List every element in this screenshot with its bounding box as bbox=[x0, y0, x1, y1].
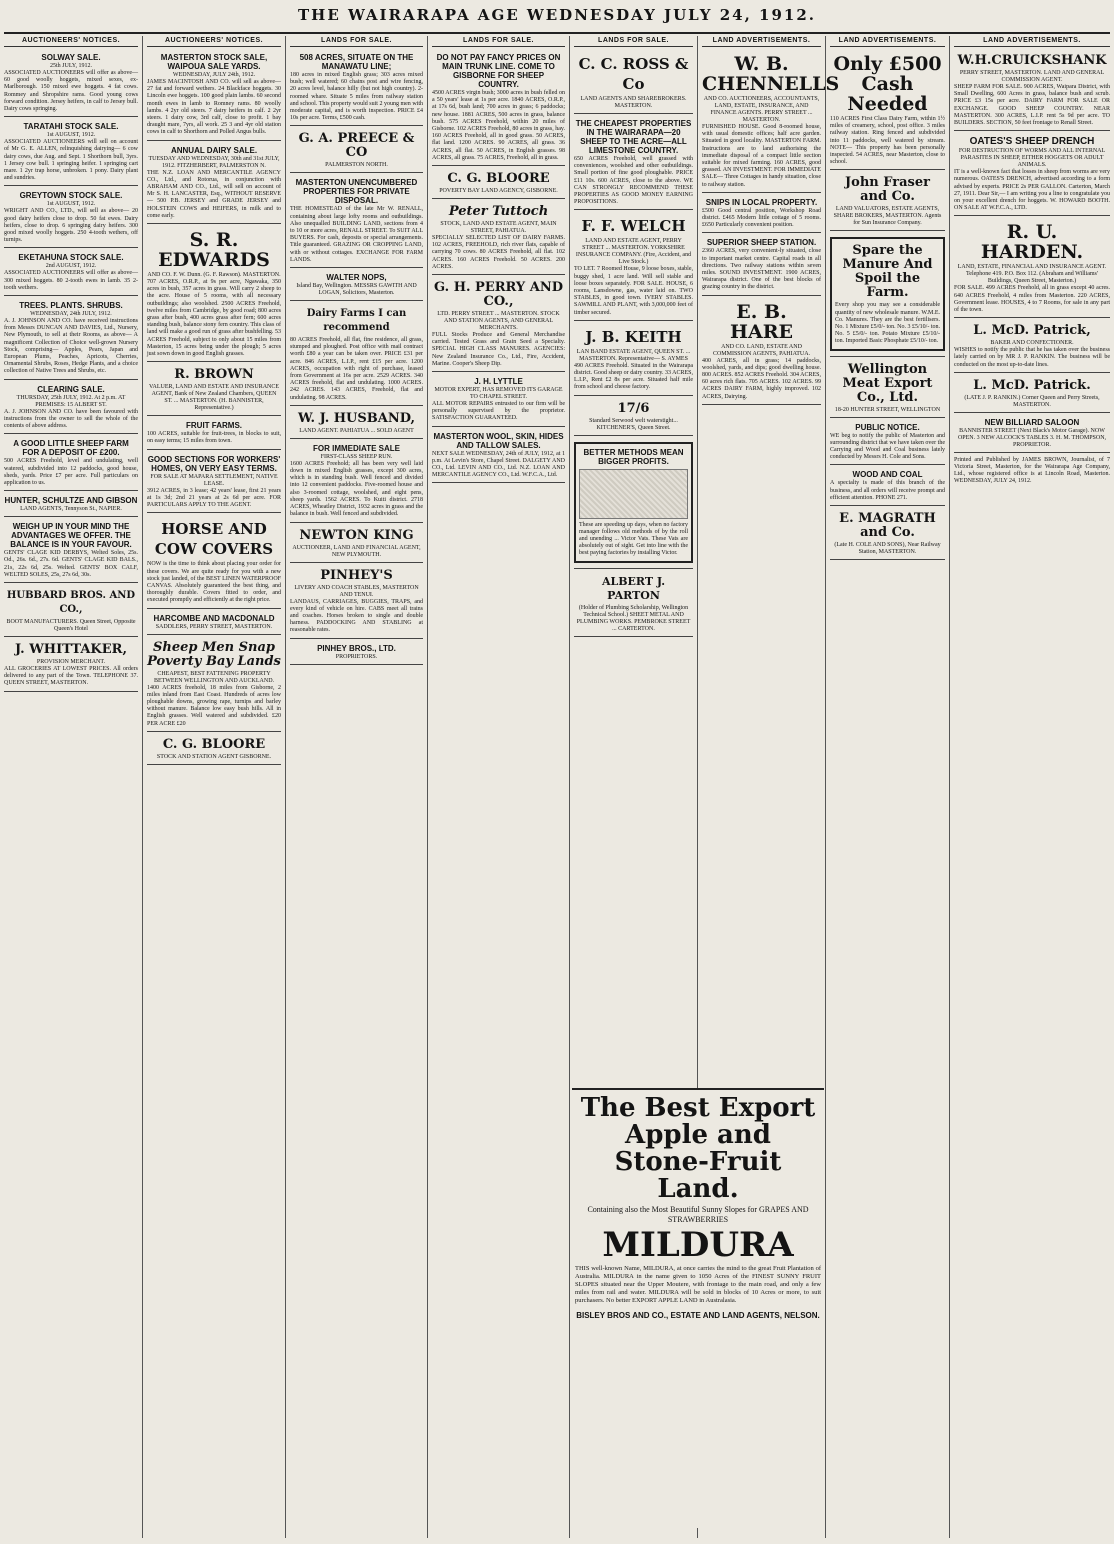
ad-title: Peter Tuttoch bbox=[448, 204, 549, 220]
ad-title: EKETAHUNA STOCK SALE. bbox=[18, 253, 124, 263]
ad-newton-king bbox=[290, 525, 423, 563]
ad-horse-covers bbox=[147, 515, 281, 608]
ad-title: C. C. ROSS & Co bbox=[578, 55, 689, 93]
ad-text: 180 acres in mixed English grass; 303 acres mixed bush; well watered; 60 chains post and wire fencing, 20 acres level, balance hilly (but not high country). 2-roomed whare. Situate 5 miles from railway station and school. This property would suit 2 young men with moderate capital, and is worth inspection. PRICE £4 10s per acre. Terms, £500 cash. bbox=[290, 72, 423, 122]
ad-text: THIS well-known Name, MILDURA, at once carries the mind to the great Fruit Plantation of Australia. MILDURA in the name given to 1050 Acres of the FINEST SUNNY FRUIT SLOPES situated near the Upper Moutere, with frontage to the main road, and only a few miles from rail and water. MILDURA will be sold in blocks of 10 Acres or more, to suit purchasers. No better EXPORT APPLE LAND in Australasia. bbox=[575, 1265, 821, 1304]
column-2 bbox=[143, 36, 286, 1538]
ad-title: C. G. BLOORE bbox=[162, 736, 266, 752]
column-3 bbox=[286, 36, 428, 1538]
ad-title: PINHEY'S bbox=[320, 567, 393, 583]
ad-title: HUNTER, SCHULTZE AND GIBSON bbox=[4, 496, 138, 506]
ad-good-sections bbox=[147, 452, 281, 514]
ad-text: ASSOCIATED AUCTIONEERS will offer as above— 60 good woolly hoggets, mixed sexes, ex-Marlborough. 150 mixed ewe hoggets. 4 fat cows. Rommey and Shropshire rams. Good young cows forward condition. Jersey heifers, in calf to Jersey bull. Dairy cows springing. bbox=[4, 70, 138, 113]
ad-sub: PERRY STREET, MASTERTON. LAND AND GENERAL COMMISSION AGENT. bbox=[959, 70, 1105, 83]
ad-title: THE CHEAPEST PROPERTIES IN THE WAIRARAPA—20 SHEEP TO THE ACRE—ALL LIMESTONE COUNTRY. bbox=[575, 119, 692, 155]
ad-title: R. BROWN bbox=[174, 367, 254, 383]
ad-sub: 1st AUGUST, 1912. bbox=[46, 201, 96, 208]
ad-title: PINHEY BROS., LTD. bbox=[317, 643, 396, 653]
ad-keith bbox=[574, 323, 693, 396]
ad-title: 17/6 bbox=[617, 400, 650, 416]
ad-title: J. H. LYTTLE bbox=[474, 377, 523, 387]
ad-title: J. WHITTAKER, bbox=[15, 641, 127, 657]
column-header: LANDS FOR SALE. bbox=[432, 36, 565, 47]
ad-sub: WEDNESDAY, JULY 24th, 1912. bbox=[172, 72, 256, 78]
ad-sub: LAND, ESTATE, FINANCIAL AND INSURANCE AGENT. Telephone 419. P.O. Box 112. (Abraham and Williams' Buildings, Queen Street, Masterton.) bbox=[957, 264, 1107, 285]
ad-text: SHEEP FARM FOR SALE. 900 ACRES, Waipara District, with Small Dwelling, 600 Acres in grass, balance bush and scrub. PRICE £3 15s per acre. DAIRY FARM FOR SALE OR EXCHANGE. GOOD SHEEP COUNTRY. NEAR MASTERTON. 300 ACRES, L.I.P. rent 5s 9d per acre. TO BUILDERS. SECTION, 50 feet frontage to Renall Street. bbox=[954, 84, 1110, 127]
ad-r-brown bbox=[147, 364, 281, 416]
ad-text: FULL Stocks Produce and General Merchandise carried. Tested Grass and Grain Seed a Specialty. SPECIAL HIGH CLASS MANURES. AGENCIES: New Zealand Insurance Co., Ltd., Fire, Accident, Marine. Cooper's Sheep Dip. bbox=[432, 332, 565, 367]
ad-sub: LAND VALUATORS, ESTATE AGENTS, SHARE BROKERS, MASTERTON. Agents for Sun Insurance Company. bbox=[833, 206, 942, 227]
ad-sub: 18-20 HUNTER STREET, WELLINGTON bbox=[834, 406, 941, 413]
ad-trees bbox=[4, 298, 138, 380]
ad-title: Spare the Manure And Spoil the Farm. bbox=[842, 243, 933, 301]
column-header: LANDS FOR SALE. bbox=[290, 36, 423, 47]
ad-bloore-1 bbox=[147, 734, 281, 765]
ad-title: FOR IMMEDIATE SALE bbox=[313, 443, 400, 453]
ad-title: CLEARING SALE. bbox=[37, 384, 105, 394]
ad-title: John Fraser and Co. bbox=[845, 175, 930, 205]
ad-dairy-farms bbox=[290, 303, 423, 406]
ad-sub: AND CO. LAND, ESTATE AND COMMISSION AGENTS, PAHIATUA. bbox=[712, 343, 811, 357]
ad-text: A specialty is made of this branch of the business, and all orders will receive prompt and efficient attention. PHONE 271. bbox=[830, 480, 945, 501]
ad-text: NOW is the time to think about placing your order for these covers. We are quite ready for you with a new stock just landed, of the BEST LINEN WATERPROOF CANVAS. Absolutely guaranteed the best thing, and thoroughly durable. Covers fitted to order, and executed promptly and efficiently at the right price. bbox=[147, 561, 281, 604]
ad-title: HORSE AND COW COVERS bbox=[154, 520, 274, 559]
ad-cheapest bbox=[574, 116, 693, 210]
ad-text: 1600 ACRES Freehold; all has been very well laid down in mixed English grasses, except 300 acres, which is in standing bush. Well fenced and divided into 12 convenient paddocks. Five-roomed house and also 3-roomed cottage, woolshed, and eight pens, sheep yards. 1562 ACRES. To Kuiti district. 2718 ACRES, Wheatley District, 1932 acres in grass and the balance in bush. Well fenced and subdivided. bbox=[290, 460, 423, 518]
ad-sub: MOTOR EXPERT, HAS REMOVED ITS GARAGE TO CHAPEL STREET. bbox=[434, 387, 563, 401]
ad-ross bbox=[574, 50, 693, 114]
ad-sheep-men-snap bbox=[147, 637, 281, 732]
ad-title: W.H.CRUICKSHANK bbox=[957, 53, 1107, 68]
ad-text: 2360 ACRES, very convenient-ly situated, close to important market centre. Capital roads in all directions. Two railway stations within seven miles. SOUND INVESTMENT. 1900 ACRES, Wairarapa district. One of the best blocks of grazing country in the district. bbox=[702, 248, 821, 291]
ad-harcombe bbox=[147, 611, 281, 635]
imprint bbox=[954, 455, 1110, 489]
ad-title: R. U. HARDEN. bbox=[980, 221, 1084, 264]
ad-sub: LAND AGENT. PAHIATUA ... SOLD AGENT bbox=[299, 427, 414, 434]
ad-sub: PROVISION MERCHANT. bbox=[36, 658, 106, 665]
ad-sub: LIVERY AND COACH STABLES, MASTERTON AND TENUI. bbox=[294, 584, 419, 598]
ad-text: 3912 ACRES, in 3 lease; 42 years' lease, first 21 years at 1s 3d; 2nd 21 years at 2s 6d per acre. FOR PARTICULARS APPLY TO THE AGENT. bbox=[147, 487, 281, 509]
column-header: AUCTIONEERS' NOTICES. bbox=[147, 36, 281, 47]
ad-text: 490 ACRES Freehold. Situated in the Wairarapa district. Good sheep or dairy country. 33 ACRES, L.I.P., Rent £2 8s per acre. Situated half mile from school and cheese factory. bbox=[574, 362, 693, 391]
ad-text: LANDAUS, CARRIAGES, BUGGIES, TRAPS, and every kind of vehicle on hire. CABS meet all trains and coaches. Horses broken to single and double harness. PADDOCKING AND STABLING at reasonable rates. bbox=[290, 598, 423, 634]
ad-pinhey-bros bbox=[290, 641, 423, 665]
ad-oates bbox=[954, 133, 1110, 216]
ad-sub: FOR SALE AT MAPARA SETTLEMENT, NATIVE LEASE. bbox=[150, 473, 278, 487]
ad-title: Dairy Farms I can recommend bbox=[306, 308, 407, 334]
ad-text: SPECIALLY SELECTED LIST OF DAIRY FARMS. 102 ACRES, FREEHOLD, rich river flats, capable of carrying 70 cows. 80 ACRES Freehold, all flat. 102 ACRES. 160 ACRES Freehold. 50 ACRES. 200 ACRES. bbox=[432, 235, 565, 270]
column-4 bbox=[428, 36, 570, 1538]
mildura-heading: MILDURA bbox=[602, 1225, 794, 1265]
ad-sub: BANNISTER STREET (Next Black's Motor Garage). NOW OPEN. 3 NEW ALCOCK'S TABLES 3. H. M. THOMPSON, PROPRIETOR. bbox=[957, 427, 1107, 448]
ad-text: WE beg to notify the public of Masterton and surrounding district that we have taken over the Carrying and Wood and Coal business lately conducted by Messrs H. Cole and Sons. bbox=[830, 432, 945, 461]
ad-sub: SADDLERS, PERRY STREET, MASTERTON. bbox=[155, 623, 273, 630]
ad-sub: POVERTY BAY LAND AGENCY, GISBORNE. bbox=[439, 188, 558, 195]
ad-unencumbered bbox=[290, 175, 423, 268]
ad-sub: CHEAPEST, BEST FATTENING PROPERTY BETWEEN WELLINGTON AND AUCKLAND. bbox=[153, 670, 275, 684]
ad-title: BETTER METHODS MEAN BIGGER PROFITS. bbox=[583, 447, 684, 466]
ad-title: 508 ACRES, SITUATE ON THE MANAWATU LINE; bbox=[299, 53, 414, 71]
ad-walter-nops bbox=[290, 270, 423, 301]
better-methods-box bbox=[574, 442, 693, 563]
ad-cruickshank bbox=[954, 50, 1110, 131]
ad-text: 110 ACRES First Class Dairy Farm, within 1½ miles of creamery, school, post office. 3 miles railway station. Ring fenced and subdivided into 11 paddocks, well watered by stream. NOTE— This property has been personally inspected. 54 ACRES, near Masterton, close to school. bbox=[830, 116, 945, 166]
ad-kitchener bbox=[574, 398, 693, 436]
ad-title: The Best Export Apple and Stone-Fruit Land. bbox=[580, 1093, 816, 1204]
ad-lyttle bbox=[432, 374, 565, 427]
ad-title: E. MAGRATH and Co. bbox=[839, 511, 936, 541]
ad-sheep-farm bbox=[4, 436, 138, 491]
ad-sub: BOOT MANUFACTURERS. Queen Street, Opposite Queen's Hotel bbox=[6, 618, 136, 632]
ad-title: Only £500 Cash Needed bbox=[833, 53, 942, 115]
ad-title: G. H. PERRY AND CO., bbox=[434, 280, 563, 310]
ad-text: TO LET. 7 Roomed House, 9 loose boxes, stable, buggy shed, 1 acre land. Will sell stable and loose boxes separately. FOR SALE. HOUSE, 6 rooms, Lansdowne, gas, water laid on. TWO STABLES, in good town. IVERY STABLES. SAWMILL AND PLANT, with 3,000,000 feet of timber secured. bbox=[574, 266, 693, 316]
ad-sub: (LATE J. P. RANKIN.) Corner Queen and Perry Streets, MASTERTON. bbox=[964, 394, 1100, 408]
ad-title: ALBERT J. PARTON bbox=[601, 574, 666, 602]
ad-title: L. McD. Patrick, bbox=[973, 323, 1091, 339]
ad-sub: STOCK, LAND AND ESTATE AGENT, MAIN STREET, PAHIATUA. bbox=[440, 221, 557, 235]
ad-title: J. B. KEITH bbox=[585, 327, 682, 346]
ad-eketahuna bbox=[4, 250, 138, 296]
mildura-ad bbox=[572, 1088, 824, 1528]
ad-title: SNIPS IN LOCAL PROPERTY. bbox=[705, 197, 818, 207]
ad-gisborne bbox=[432, 50, 565, 166]
ad-text: Every shop you may see a considerable quantity of new wholesale manure. W.M.E. Co. Manures. They are the best fertilisers. No. 1 Mixture £5/0/- ton. No. 3 £5/10/- ton. No. 5 £5/0/- ton. Potato Mixture £5/10/- ton. Imported Basic Phosphate £5/10/- ton. bbox=[835, 302, 940, 345]
ad-text: IT is a well-known fact that losses in sheep from worms are very numerous. OATES'S DRENCH, advertised according to a form advised by experts. PRICE 2s PER GALLON. Carterton, March 27, 1911. Dear Sir,— I am writing you a line to congratulate you on your excellent drench for hoggets. W. HOWARD BOOTH. ON SALE AT W.F.C.A., LTD. bbox=[954, 169, 1110, 212]
ad-title: ANNUAL DAIRY SALE. bbox=[170, 145, 258, 155]
column-header: AUCTIONEERS' NOTICES. bbox=[4, 36, 138, 47]
ad-text: 1400 ACRES freehold, 18 miles from Gisborne, 2 miles inland from East Coast. Hundreds of acres low ploughable downs, growing rape, turnips and barley without manure. Balance low easy bush hills. All in English grasses. Well watered and subdivided. £20 PER ACRE £20 bbox=[147, 684, 281, 727]
ad-sub: 25th JULY, 1912. bbox=[50, 63, 92, 69]
ad-preece bbox=[290, 128, 423, 173]
ad-sub: BAKER AND CONFECTIONER. bbox=[990, 340, 1074, 347]
ad-superior-sheep bbox=[702, 235, 821, 295]
ad-welch bbox=[574, 212, 693, 320]
column-1 bbox=[0, 36, 143, 1538]
ad-fruit-farms bbox=[147, 418, 281, 449]
ad-title: Sheep Men Snap Poverty Bay Lands bbox=[147, 639, 281, 669]
ad-sub: WEDNESDAY, 24th JULY, 1912. bbox=[30, 311, 112, 318]
ad-sub: 2nd AUGUST, 1912. bbox=[45, 263, 97, 270]
ad-title: HUBBARD BROS. AND CO., bbox=[6, 589, 136, 615]
ad-public-notice bbox=[830, 420, 945, 466]
ad-harden bbox=[954, 218, 1110, 318]
ad-bloore-2 bbox=[432, 168, 565, 199]
ad-title: W. J. HUSBAND, bbox=[297, 410, 416, 426]
ad-clearing-sale bbox=[4, 382, 138, 435]
ad-weigh-up bbox=[4, 519, 138, 583]
ad-masterton-stock bbox=[147, 50, 281, 141]
ad-sub: Containing also the Most Beautiful Sunny Slopes for GRAPES AND STRAWBERRIES bbox=[587, 1205, 809, 1224]
ad-text: A. J. JOHNSON AND CO. have received instructions from Messrs DUNCAN AND DAVIES, Ltd., Nursery, New Plymouth, to sell at their Rooms, as above— A magnificent Collection of Choice well-grown Nursery Stock, comprising— Apples, Pears, Japan and European Plums, Peaches, Apricots, Cherries, Ornamental Shrubs, Roses, Hedge Plants, and a choice collection of Native Trees and Shrubs, etc. bbox=[4, 318, 138, 375]
ad-sub: FIRST-CLASS SHEEP RUN. bbox=[320, 453, 393, 460]
ad-sub: Island Bay, Wellington. MESSRS GAWITH AND LOGAN, Solicitors, Masterton. bbox=[296, 283, 417, 297]
ad-sub: VALUER, LAND AND ESTATE AND INSURANCE AGENT, Bank of New Zealand Chambers, QUEEN ST. ... MASTERTON. (H. BANNISTER, Representative.) bbox=[148, 384, 280, 412]
ad-patrick-1 bbox=[954, 320, 1110, 373]
ad-title: E. B. HARE bbox=[730, 300, 793, 343]
masthead-rule bbox=[4, 32, 1110, 34]
ad-title: WEIGH UP IN YOUR MIND THE ADVANTAGES WE OFFER. THE BALANCE IS IN YOUR FAVOUR. bbox=[10, 522, 132, 550]
ad-sub: PROPRIETORS. bbox=[335, 653, 378, 660]
ad-title: PUBLIC NOTICE. bbox=[855, 422, 920, 432]
ad-title: S. R. EDWARDS bbox=[158, 229, 270, 272]
ad-sub: STOCK AND STATION AGENT GISBORNE. bbox=[156, 753, 272, 760]
ad-text: THE N.Z. LOAN AND MERCANTILE AGENCY CO., Ltd., and Rotorua, in conjunction with ABRAHAM AND CO., Ltd., will sell on account of Mr S. H. LANCASTER, Esq., WITHOUT RESERVE— 500 P.B. JERSEY and GRADE JERSEY and HOLSTEIN COWS and HEIFERS, in milk and to come early. bbox=[147, 169, 281, 219]
ad-greytown bbox=[4, 188, 138, 248]
ad-text: 500 ACRES Freehold, level and undulating, well watered, subdivided into 12 paddocks, good house, sheds, yards. Price £7 per acre. Full particulars on application to us. bbox=[4, 458, 138, 486]
ad-sub: 1st AUGUST, 1912. bbox=[46, 132, 96, 139]
ad-wood-coal bbox=[830, 467, 945, 506]
ad-sub: THURSDAY, 25th JULY, 1912. At 2 p.m. AT PREMISES: 15 ALBERT ST. bbox=[16, 394, 126, 408]
ad-508-acres bbox=[290, 50, 423, 126]
ad-title: MASTERTON UNENCUMBERED PROPERTIES FOR PRIVATE DISPOSAL. bbox=[295, 178, 418, 206]
ad-text: 400 ACRES, all in grass; 14 paddocks, woolshed, yards, and dips; good dwelling house. 800 ACRES. 852 ACRES Freehold. 304 ACRES, 60 acres rich flats. 705 ACRES. 102 ACRES. 99 ACRES DAIRY FARM, highly improved. 102 ACRES, Dairying. bbox=[702, 357, 821, 400]
column-header: LANDS FOR SALE. bbox=[574, 36, 693, 47]
ad-sub: FOR DESTRUCTION OF WORMS AND ALL INTERNAL PARASITES IN SHEEP, EITHER HOGGETS OR ADULT ANIMALS. bbox=[958, 148, 1106, 169]
column-header: LAND ADVERTISEMENTS. bbox=[954, 36, 1110, 47]
ad-title: SOLWAY SALE. bbox=[41, 53, 101, 62]
ad-parton bbox=[574, 571, 693, 637]
ad-patrick-2 bbox=[954, 375, 1110, 413]
ad-title: F. F. WELCH bbox=[581, 217, 686, 236]
ad-title: TARATAHI STOCK SALE. bbox=[23, 122, 119, 132]
ad-title: SUPERIOR SHEEP STATION. bbox=[706, 238, 817, 248]
ad-sub: LAN BAND ESTATE AGENT, QUEEN ST. ... MASTERTON. Representative— S. AYMES bbox=[576, 348, 691, 362]
ad-perry bbox=[432, 277, 565, 372]
ad-sub: LAND AGENTS, Tennyson St., NAPIER. bbox=[20, 506, 122, 513]
ad-sub: (Holder of Plumbing Scholarship, Wellington Technical School.) SHEET METAL AND PLUMBING WORKS. PEMBROKE STREET ... CARTERTON. bbox=[576, 604, 691, 632]
ad-text: £500 Good central position, Workshop Road district. £465 Modern little cottage of 5 rooms. £650 Particularly convenient position. bbox=[702, 207, 821, 229]
ad-immediate-sale bbox=[290, 441, 423, 523]
ad-sub: AND CO. F. W. Dunn. (G. F. Rawson). MASTERTON. bbox=[147, 272, 281, 279]
ad-title: C. G. BLOORE bbox=[447, 171, 550, 187]
ad-title: OATES'S SHEEP DRENCH bbox=[969, 136, 1095, 148]
masthead: THE WAIRARAPA AGE WEDNESDAY JULY 24, 1912. bbox=[298, 6, 816, 24]
ad-pinheys bbox=[290, 565, 423, 639]
ad-taratahi bbox=[4, 119, 138, 186]
ad-wellington-meat bbox=[830, 359, 945, 418]
ad-text: ASSOCIATED AUCTIONEERS will offer as above— 300 mixed hoggets. 80 2-tooth ewes in lamb. 35 2-tooth wethers. bbox=[4, 270, 138, 291]
ad-title: MASTERTON STOCK SALE, WAIPOUA SALE YARDS. bbox=[160, 53, 268, 71]
ad-text: 650 ACRES Freehold, well grassed with conveniences, woolshed and other outbuildings. Small portion of fine good ploughable. PRICE £11 10s. 600 ACRES, close to the above. WE CAN STRONGLY RECOMMEND THESE PROPERTIES AS GOOD MONEY EARNING PROPOSITIONS. bbox=[574, 156, 693, 206]
ad-edwards bbox=[147, 226, 281, 362]
ad-title: GREYTOWN STOCK SALE. bbox=[19, 191, 123, 201]
ad-sub: AND CO. AUCTIONEERS, ACCOUNTANTS, LAND, ESTATE, INSURANCE, AND FINANCE AGENTS. PERRY STREET ... MASTERTON. bbox=[703, 96, 820, 123]
ad-title: G. A. PREECE & CO bbox=[298, 131, 415, 161]
ad-text: 4500 ACRES virgin bush; 3000 acres in bush felled on a 50 years' lease at 1s per acre. 1840 ACRES, O.R.P., at 17s 6d, bush land; 700 acres in grass; 6 paddocks; new house. 1881 ACRES, 500 acres in grass, balance bush. 575 ACRES Freehold, within 20 miles of Gisborne. 102 ACRES Freehold, 80 acres in grass, hay. 160 ACRES Freehold, all in good grass. 50 ACRES, flat land. 1200 ACRES. 90 ACRES, all grass. 36 ACRES, all flat. 50 ACRES, in English grasses. 98 ACRES, all grass. 75 ACRES, Freehold, all in grass. bbox=[432, 90, 565, 161]
ad-title: WOOD AND COAL bbox=[852, 470, 923, 480]
ad-magrath bbox=[830, 508, 945, 560]
ad-sub: (Late H. COLE AND SONS), Near Railway Station, MASTERTON. bbox=[834, 542, 941, 556]
ad-sub: LTD. PERRY STREET ... MASTERTON. STOCK AND STATION AGENTS, AND GENERAL MERCHANTS. bbox=[437, 311, 560, 332]
ad-text: THE HOMESTEAD of the late Mr W. RENALL, containing about large lofty rooms and outbuildings. Also unequalled BUILDING LAND, sections from 4 to 10 or more acres, RENALL STREET. To SUIT ALL BUYERS. For cash, deposits or special arrangements. Title guaranteed. GRAZING OR CROPPING LAND, with or without cottages. EXCHANGE FOR FARM LANDS. bbox=[290, 206, 423, 263]
column-7 bbox=[826, 36, 950, 1538]
ad-title: NEW BILLIARD SALOON bbox=[984, 417, 1080, 427]
ad-spare-manure bbox=[830, 233, 945, 356]
ad-text: JAMES MACINTOSH AND CO. will sell as above— 27 fat and forward wethers. 24 Blackface hoggets. 30 Lincoln ewe hoggets. 100 good plain lambs. 60 second month ewes in lamb to Romney rams. 80 woolly lambs. 4 2yr old steers. 7 dairy heifers in calf. 2 2yr steers. 1 dairy cow, 3rd calf, close to profit. 1 bay draught mare, 7yrs, all work. 25 3 and 4yr old station cows in calf to Shorthorn and Polled Angus bulls. bbox=[147, 79, 281, 136]
ad-husband bbox=[290, 408, 423, 439]
ad-sub: PALMERSTON NORTH. bbox=[325, 162, 388, 169]
ad-sub: Standard Serwood welt waterstight... KITCHENER'S, Queen Street. bbox=[589, 417, 678, 431]
ad-text: A. J. JOHNSON AND CO. have been favoured with instructions from the owner to sell the whole of the contents of above address. bbox=[4, 408, 138, 430]
ad-sub: LAND AND ESTATE AGENT, PERRY STREET ... MASTERTON. YORKSHIRE INSURANCE COMPANY. (Fire, Accident, and Live Stock.) bbox=[575, 238, 692, 266]
ad-title: NEWTON KING bbox=[299, 527, 414, 543]
ad-text: WISHES to notify the public that he has taken over the business lately carried on by MR J. P. RANKIN. The business will be conducted on the most up-to-date lines. bbox=[954, 347, 1110, 368]
ad-text: ALL GROCERIES AT LOWEST PRICES. All orders delivered to any part of the Town. TELEPHONE 37. QUEEN STREET, MASTERTON. bbox=[4, 665, 138, 687]
column-header: LAND ADVERTISEMENTS. bbox=[830, 36, 945, 47]
ad-annual-dairy bbox=[147, 143, 281, 224]
ad-title: WALTER NOPS, bbox=[326, 273, 387, 283]
ad-sub: LAND AGENTS AND SHAREBROKERS. MASTERTON. bbox=[580, 96, 687, 109]
ad-text: ASSOCIATED AUCTIONEERS will sell on account of Mr G. E. ALLEN, relinquishing dairying— 6 cow dairy cows, due Aug. and Sept. 1 Shorthorn bull, 3yrs. 1 Jersey cow bull. 1 springing heifer. 1 springing cart mare. 1 2yr trap horse, unbroken. 1 pony. Dairy plant and sundries. bbox=[4, 139, 138, 182]
ad-better-methods bbox=[574, 438, 693, 569]
ad-title: DO NOT PAY FANCY PRICES ON MAIN TRUNK LINE. COME TO GISBORNE FOR SHEEP COUNTRY. bbox=[436, 53, 561, 89]
ad-text: These are speeding up days, when no factory manager follows old methods of by the roll and unending ... Victor Vats. These Vats are absolutely out of sight. Get into line with the best paying factories by installing Victor. bbox=[579, 521, 688, 557]
column-8 bbox=[950, 36, 1114, 1538]
ad-john-fraser bbox=[830, 172, 945, 231]
ad-title: L. McD. Patrick. bbox=[973, 377, 1091, 393]
ad-snips bbox=[702, 195, 821, 234]
ad-title: Wellington Meat Export Co., Ltd. bbox=[842, 361, 933, 405]
ad-hunter-schultze bbox=[4, 493, 138, 517]
ad-text: ALL MOTOR REPAIRS entrusted to our firm will be personally supervised by the proprietor. SATISFACTION GUARANTEED. bbox=[432, 401, 565, 422]
ad-billiard bbox=[954, 415, 1110, 453]
ad-hubbard bbox=[4, 585, 138, 637]
ad-title: FRUIT FARMS. bbox=[186, 421, 242, 431]
imprint-text: Printed and Published by JAMES BROWN, Journalist, of 7 Victoria Street, Masterton, for the Wairarapa Age Company, Ltd., whose registered office is at Lincoln Road, Masterton. WEDNESDAY, JULY 24, 1912. bbox=[954, 456, 1110, 485]
ad-wool-sales bbox=[432, 429, 565, 484]
ad-solway-sale bbox=[4, 50, 138, 117]
ad-title: MASTERTON WOOL, SKIN, HIDES AND TALLOW SALES. bbox=[433, 431, 564, 450]
ad-title: A GOOD LITTLE SHEEP FARM FOR A DEPOSIT OF £200. bbox=[13, 439, 129, 458]
ad-text: FOR SALE. 499 ACRES Freehold, all in grass except 40 acres. 640 ACRES Freehold, 4 miles from Masterton. 220 ACRES, Government lease. HOUSES, 4 to 7 Rooms, for sale in any part of the town. bbox=[954, 285, 1110, 314]
ad-sub: AUCTIONEER, LAND AND FINANCIAL AGENT, NEW PLYMOUTH. bbox=[292, 544, 421, 558]
ad-tuttoch bbox=[432, 201, 565, 275]
ad-title: TREES. PLANTS. SHRUBS. bbox=[19, 301, 123, 311]
ad-hare bbox=[702, 298, 821, 405]
ad-text: NEXT SALE WEDNESDAY, 24th of JULY, 1912, at 1 p.m. At Levin's Store, Chapel Street. DALGETY AND CO., Ltd. LEVIN AND CO., Ltd. N.Z. LOAN AND MERCANTILE AGENCY CO., Ltd. W.F.C.A., Ltd. bbox=[432, 450, 565, 479]
ad-whittaker bbox=[4, 639, 138, 692]
ad-text: WRIGHT AND CO., LTD., will sell as above— 20 good dairy heifers close to drop. 50 fat ewes. Dairy heifers, close to drop. 6 springing dairy heifers. 300 good mixed woolly hoggets. 250 4-tooth wethers, off turnips. bbox=[4, 208, 138, 244]
bisley-bros: BISLEY BROS AND CO., ESTATE AND LAND AGENTS, NELSON. bbox=[576, 1311, 820, 1320]
ad-text: 707 ACRES, O.R.P., at 9s per acre, Ngawaka, 350 acres in bush, 357 acres in grass. Will carry 2 sheep to the acre. House of 5 rooms, with all necessary outbuildings; also woolshed. 2500 ACRES Freehold, twelve miles from Cambridge, by good road; 800 acres grass after bush, 400 acres grass after fern; 600 acres standing bush, balance stony fern country. This class of land will make a good run of grass after bushfelling. 53 ACRES Freehold, subject to only about 15 miles from Masterton, 15 acres being under the plough; 5 acres just sown down in good English grasses. bbox=[147, 279, 281, 358]
ad-text: 100 ACRES, suitable for fruit-trees, in blocks to suit, on easy terms; 15 miles from town. bbox=[147, 431, 281, 445]
ad-text: FURNISHED HOUSE. Good 8-roomed house, with usual domestic offices; half acre garden. Situated in good locality. MASTERTON FARM. Instructions are to land authorising the immediate disposal of a compact little section suitable for mixed farming. 160 ACRES, good grassed. AN INVESTMENT. FOR IMMEDIATE SALE— Three Cottages in handy situation, close to railway station. bbox=[702, 124, 821, 188]
vat-illustration bbox=[579, 469, 688, 519]
ad-text: 80 ACRES Freehold, all flat, fine residence, all grass, stumped and ploughed. Post office with mail contract worth £80 a year can be taken over. PRICE £31 per acre. 846 ACRES, L.I.P., rent £15 per acre. 1200 ACRES, occupation with right of purchase, leased from Government at 16s per acre. 2529 ACRES. 340 ACRES freehold, flat and undulating. 1000 ACRES. 242 ACRES. 143 ACRES, Freehold, flat and undulating. 98 ACRES. bbox=[290, 337, 423, 401]
manure-box bbox=[830, 237, 945, 350]
ad-sub: TUESDAY AND WEDNESDAY, 30th and 31st JULY, 1912. FITZHERBERT, PALMERSTON N. bbox=[148, 155, 280, 169]
ad-title: W. B. CHENNELLS bbox=[702, 53, 840, 95]
ad-chennells bbox=[702, 50, 840, 193]
ad-text: GENTS' CLAGE KID DERBYS, Welted Soles, 25s. Od., 26s. 6d., 27s. 6d. GENTS' CLAGE KID BALS., 21s, 22s 6d, 25s. Welted. GENTS' BOX CALF, WELTED SOLES, 25s, 27s 6d, 30s. bbox=[4, 550, 138, 578]
ad-only-500 bbox=[830, 50, 945, 170]
ad-title: HARCOMBE AND MACDONALD bbox=[153, 613, 275, 623]
column-header: LAND ADVERTISEMENTS. bbox=[702, 36, 821, 47]
ad-title: GOOD SECTIONS FOR WORKERS' HOMES, ON VERY EASY TERMS. bbox=[147, 454, 281, 473]
